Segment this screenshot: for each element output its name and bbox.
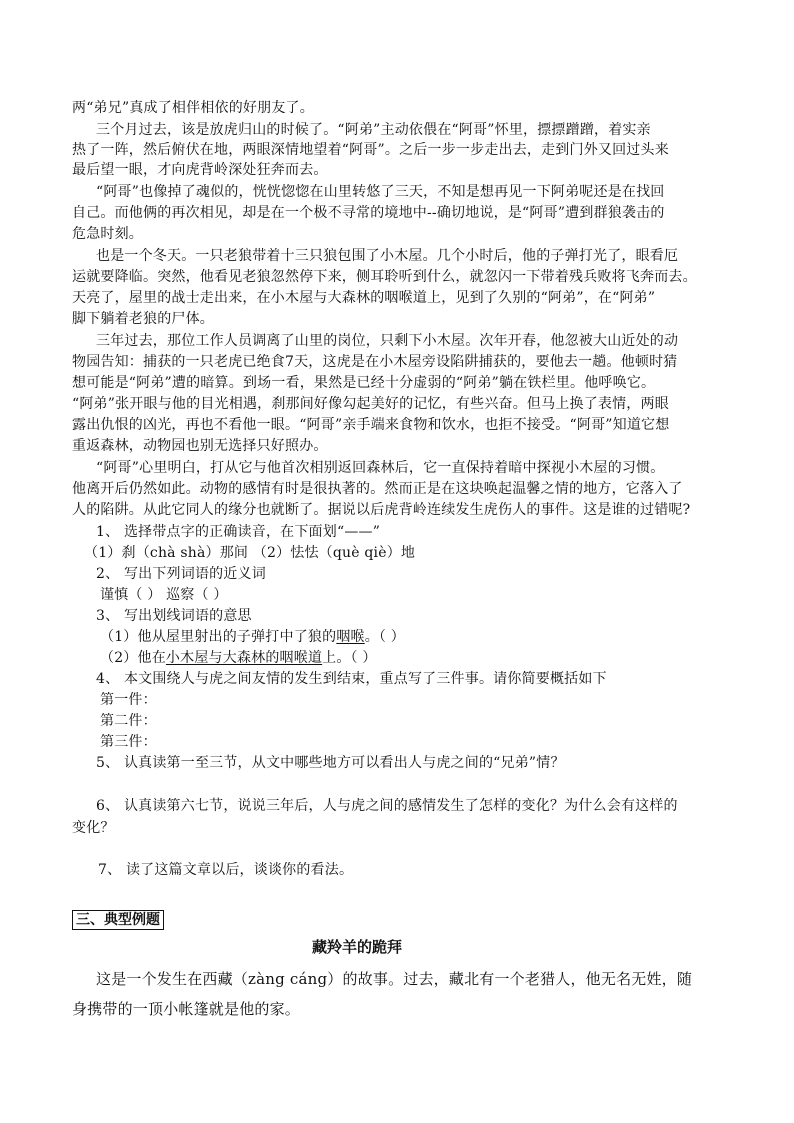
story-line: 最后望一眼，才向虎背岭深处狂奔而去。 bbox=[72, 162, 328, 178]
story-line: 运就要降临。突然，他看见老狼忽然停下来，侧耳聆听到什么，就忽闪一下带着残兵败将飞奔而去。 bbox=[72, 269, 697, 285]
question-1: 1、 选择带点字的正确读音，在下面划“——” bbox=[96, 524, 381, 540]
story-line: 危急时刻。 bbox=[72, 226, 143, 242]
question-7: 7、 读了这篇文章以后，谈谈你的看法。 bbox=[98, 862, 354, 878]
underlined-term: 小木屋与大森林的咽喉道 bbox=[165, 650, 323, 666]
story-line: 重返森林，动物园也别无选择只好照办。 bbox=[72, 438, 328, 454]
question-6: 6、 认真读第六七节，说说三年后，人与虎之间的感情发生了怎样的变化？为什么会有这样的 bbox=[96, 798, 678, 814]
story-line: 人的陷阱。从此它同人的缘分也就断了。据说以后虎背岭连续发生虎伤人的事件。这是谁的过错呢? bbox=[72, 502, 691, 518]
story-line: “阿哥”也像掉了魂似的，恍恍惚惚在山里转悠了三天，不知是想再见一下阿弟呢还是在找回 bbox=[96, 184, 665, 200]
question-3b-text: （2）他在 bbox=[100, 650, 166, 666]
story-line: 物园告知：捕获的一只老虎已绝食7天，这虎是在小木屋旁设陷阱捕获的，要他去一趟。他顿时猜 bbox=[72, 354, 678, 370]
story-line: “阿弟”张开眼与他的目光相遇，刹那间好像勾起美好的记忆，有些兴奋。但马上换了表情，两眼 bbox=[72, 396, 669, 412]
story-line: 两“弟兄”真成了相伴相依的好朋友了。 bbox=[72, 100, 314, 116]
story-line: 他离开后仍然如此。动物的感情有时是很执著的。然而正是在这块唤起温馨之情的地方，它落入了 bbox=[72, 481, 683, 497]
story-line: 热了一阵，然后俯伏在地，两眼深情地望着“阿哥”。之后一步一步走出去，走到门外又回过头来 bbox=[72, 142, 669, 158]
article-line: 这是一个发生在西藏（zàng cáng）的故事。过去，藏北有一个老猎人，他无名无姓，随 bbox=[96, 970, 693, 988]
article-title: 藏羚羊的跪拜 bbox=[312, 938, 403, 956]
question-5: 5、 认真读第一至三节，从文中哪些地方可以看出人与虎之间的“兄弟”情？ bbox=[96, 755, 565, 771]
question-2: 2、 写出下列词语的近义词 bbox=[96, 566, 266, 582]
story-line: 天亮了，屋里的战士走出来，在小木屋与大森林的咽喉道上，见到了久别的“阿弟”，在“阿弟” bbox=[72, 290, 656, 306]
answer-third: 第三件： bbox=[100, 734, 157, 750]
question-1-options: （1）刹（chà shà）那间 （2）怯怯（què qiè）地 bbox=[84, 545, 416, 561]
answer-first: 第一件： bbox=[100, 692, 157, 708]
story-line: 自己。而他俩的再次相见，却是在一个极不寻常的境地中--确切地说，是“阿哥”遭到群狼袭击的 bbox=[72, 205, 665, 221]
article-line: 身携带的一顶小帐篷就是他的家。 bbox=[72, 1000, 301, 1018]
question-3: 3、 写出划线词语的意思 bbox=[96, 608, 252, 624]
question-4: 4、 本文围绕人与虎之间友情的发生到结束，重点写了三件事。请你简要概括如下 bbox=[96, 671, 607, 687]
underlined-term: 咽喉 bbox=[336, 629, 365, 645]
story-line: 露出仇恨的凶光，再也不看他一眼。“阿哥”亲手端来食物和饮水，也拒不接受。“阿哥”知道它想 bbox=[72, 417, 670, 433]
question-2-words: 谨慎（ ） 巡察（ ） bbox=[100, 587, 228, 603]
question-6-cont: 变化？ bbox=[72, 820, 115, 836]
story-line: 三年过去，那位工作人员调离了山里的岗位，只剩下小木屋。次年开春，他忽被大山近处的动 bbox=[96, 333, 679, 349]
question-3b bbox=[100, 648, 377, 668]
question-3a bbox=[100, 627, 405, 647]
story-line: 也是一个冬天。一只老狼带着十三只狼包围了小木屋。几个小时后，他的子弹打光了，眼看厄 bbox=[96, 248, 679, 264]
story-line: 脚下躺着老狼的尸体。 bbox=[72, 311, 214, 327]
story-line: 想可能是“阿弟”遭的暗算。到场一看，果然是已经十分虚弱的“阿弟”躺在铁栏里。他呼唤它。 bbox=[72, 375, 656, 391]
story-line: 三个月过去，该是放虎归山的时候了。“阿弟”主动依偎在“阿哥”怀里，摽摽蹭蹭，着实亲 bbox=[96, 122, 651, 138]
answer-second: 第二件： bbox=[100, 713, 157, 729]
answer-blank: 上。（ ） bbox=[322, 650, 377, 666]
question-3a-text: （1）他从屋里射出的子弹打中了狼的 bbox=[100, 629, 337, 645]
story-line: “阿哥”心里明白，打从它与他首次相别返回森林后，它一直保持着暗中探视小木屋的习惯。 bbox=[96, 460, 665, 476]
answer-blank: 。（ ） bbox=[364, 629, 405, 645]
section-heading: 三、典型例题 bbox=[72, 910, 164, 930]
